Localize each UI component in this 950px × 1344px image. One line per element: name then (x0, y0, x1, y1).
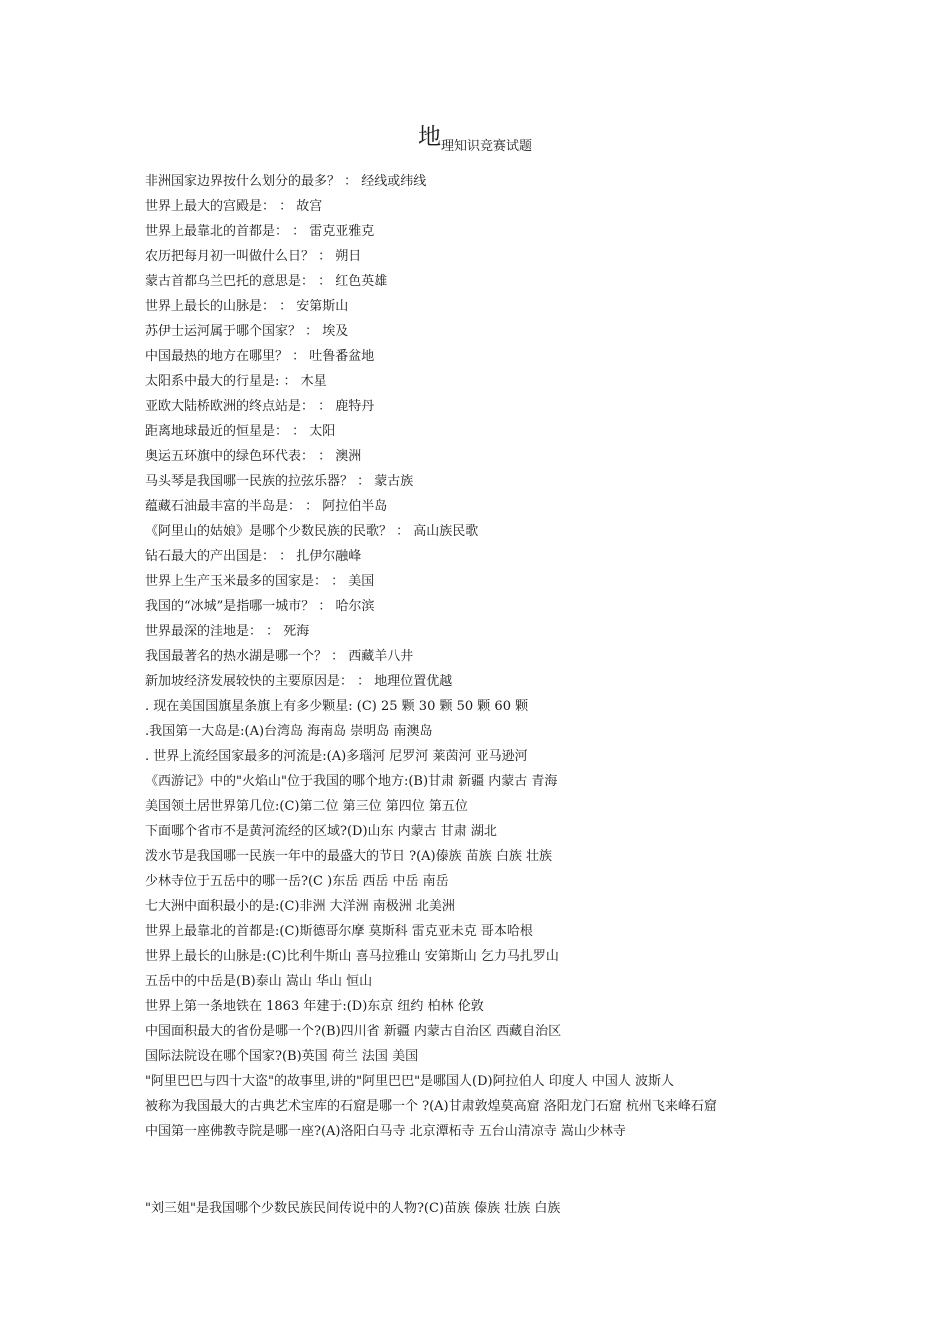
question-line: 苏伊士运河属于哪个国家？ ： 埃及 (145, 324, 349, 339)
page-title (0, 118, 950, 154)
question-line: 《西游记》中的"火焰山"位于我国的哪个地方:(B)甘肃 新疆 内蒙古 青海 (145, 774, 558, 789)
question-line: 蒙古首都乌兰巴托的意思是： ： 红色英雄 (145, 274, 388, 289)
question-line: 马头琴是我国哪一民族的拉弦乐器？ ： 蒙古族 (145, 474, 414, 489)
title-rest: 理知识竞赛试题 (440, 139, 532, 154)
question-line: 中国第一座佛教寺院是哪一座?(A)洛阳白马寺 北京潭柘寺 五台山清凉寺 嵩山少林寺 (145, 1124, 626, 1139)
title-first-char: 地 (417, 124, 441, 150)
question-line: 泼水节是我国哪一民族一年中的最盛大的节日 ?(A)傣族 苗族 白族 壮族 (145, 849, 553, 864)
question-line: 世界上最大的宫殿是： ： 故宫 (145, 199, 323, 214)
question-line: 世界最深的洼地是： ： 死海 (145, 624, 310, 639)
question-line: 农历把每月初一叫做什么日？ ： 朔日 (145, 249, 362, 264)
blank-gap (145, 1144, 925, 1196)
question-line: 蕴藏石油最丰富的半岛是： ： 阿拉伯半岛 (145, 499, 388, 514)
question-line: 新加坡经济发展较快的主要原因是： ： 地理位置优越 (145, 674, 453, 689)
question-line: 国际法院设在哪个国家?(B)英国 荷兰 法国 美国 (145, 1049, 419, 1064)
question-line: 世界上最长的山脉是： ： 安第斯山 (145, 299, 349, 314)
question-line: 下面哪个省市不是黄河流经的区域?(D)山东 内蒙古 甘肃 湖北 (145, 824, 497, 839)
question-line: 中国最热的地方在哪里？ ： 吐鲁番盆地 (145, 349, 375, 364)
question-line: 《阿里山的姑娘》是哪个少数民族的民歌？ ： 高山族民歌 (145, 524, 479, 539)
question-line: 世界上最靠北的首都是:(C)斯德哥尔摩 莫斯科 雷克亚未克 哥本哈根 (145, 924, 533, 939)
question-line: 距离地球最近的恒星是： ： 太阳 (145, 424, 336, 439)
question-line: 世界上最长的山脉是:(C)比利牛斯山 喜马拉雅山 安第斯山 乞力马扎罗山 (145, 949, 559, 964)
question-line: 世界上第一条地铁在 1863 年建于:(D)东京 纽约 柏林 伦敦 (145, 999, 484, 1014)
question-line: 我国的“冰城”是指哪一城市？ ： 哈尔滨 (145, 599, 375, 614)
question-line: 亚欧大陆桥欧洲的终点站是： ： 鹿特丹 (145, 399, 375, 414)
question-line: "阿里巴巴与四十大盗"的故事里,讲的"阿里巴巴"是哪国人(D)阿拉伯人 印度人 中国人 波斯人 (145, 1074, 675, 1089)
question-line: 中国面积最大的省份是哪一个?(B)四川省 新疆 内蒙古自治区 西藏自治区 (145, 1024, 562, 1039)
question-list (145, 169, 925, 1221)
question-line: 世界上最靠北的首都是： ： 雷克亚雅克 (145, 224, 375, 239)
question-line: 太阳系中最大的行星是: ： 木星 (145, 374, 327, 389)
question-line: 世界上生产玉米最多的国家是： ： 美国 (145, 574, 375, 589)
question-line: 我国最著名的热水湖是哪一个？ ： 西藏羊八井 (145, 649, 414, 664)
question-line: 奥运五环旗中的绿色环代表： ： 澳洲 (145, 449, 362, 464)
question-line: "刘三姐"是我国哪个少数民族民间传说中的人物?(C)苗族 傣族 壮族 白族 (145, 1201, 561, 1216)
question-line: 七大洲中面积最小的是:(C)非洲 大洋洲 南极洲 北美洲 (145, 899, 455, 914)
question-line: 五岳中的中岳是(B)泰山 嵩山 华山 恒山 (145, 974, 373, 989)
question-line: 少林寺位于五岳中的哪一岳?(C )东岳 西岳 中岳 南岳 (145, 874, 449, 889)
question-line: 钻石最大的产出国是： ： 扎伊尔融峰 (145, 549, 362, 564)
question-group-main (145, 169, 925, 1144)
question-line: 被称为我国最大的古典艺术宝库的石窟是哪一个 ?(A)甘肃敦煌莫高窟 洛阳龙门石窟 杭州飞来峰石窟 (145, 1099, 717, 1114)
question-line: 美国领土居世界第几位:(C)第二位 第三位 第四位 第五位 (145, 799, 468, 814)
question-line: . 世界上流经国家最多的河流是:(A)多瑙河 尼罗河 莱茵河 亚马逊河 (145, 749, 528, 764)
question-line: 非洲国家边界按什么划分的最多？ ： 经线或纬线 (145, 174, 427, 189)
question-line: . 现在美国国旗星条旗上有多少颗星: (C) 25 颗 30 颗 50 颗 60 颗 (145, 699, 529, 714)
question-line: .我国第一大岛是:(A)台湾岛 海南岛 崇明岛 南澳岛 (145, 724, 433, 739)
question-group-extra (145, 1196, 925, 1221)
